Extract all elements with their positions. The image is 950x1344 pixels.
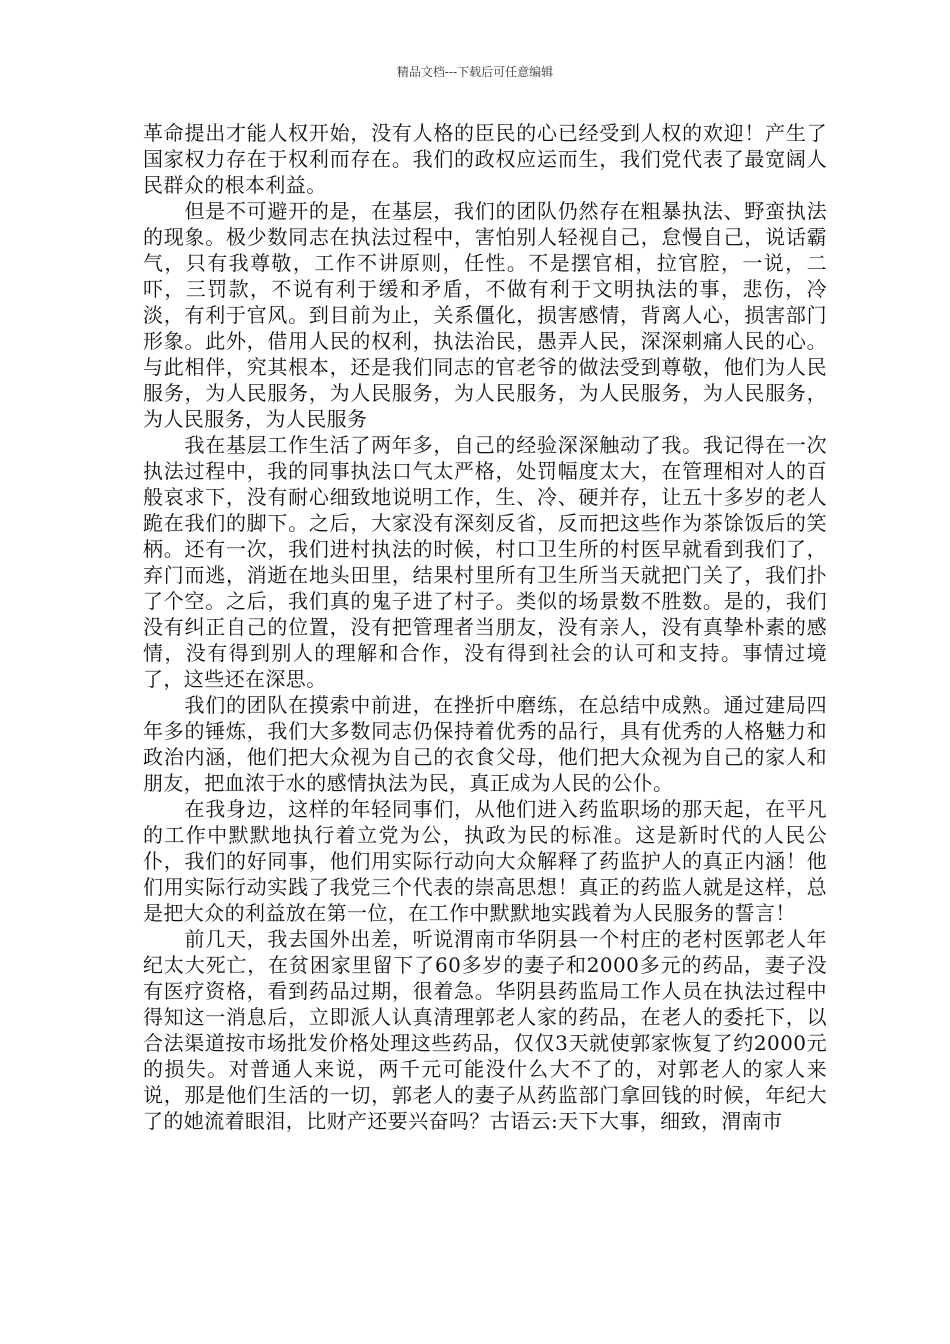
- paragraph: 但是不可避开的是，在基层，我们的团队仍然存在粗暴执法、野蛮执法的现象。极少数同志在执法过程中，害怕别人轻视自己，怠慢自己，说话霸气，只有我尊敬，工作不讲原则，任性。不是摆官相，拉官腔，一说，二吓，三罚款，不说有利于缓和矛盾，不做有利于文明执法的事，悲伤，冷淡，有利于官风。到目前为止，关系僵化，损害感情，背离人心，损害部门形象。此外，借用人民的权利，执法治民，愚弄人民，深深刺痛人民的心。与此相伴，究其根本，还是我们同志的官老爷的做法受到尊敬，他们为人民服务，为人民服务，为人民服务，为人民服务，为人民服务，为人民服务，为人民服务，为人民服务: [143, 199, 827, 431]
- paragraph: 前几天，我去国外出差，听说渭南市华阴县一个村庄的老村医郭老人年纪太大死亡，在贫困家里留下了60多岁的妻子和2000多元的药品，妻子没有医疗资格，看到药品过期，很着急。华阴县药监局工作人员在执法过程中得知这一消息后，立即派人认真清理郭老人家的药品，在老人的委托下，以合法渠道按市场批发价格处理这些药品，仅仅3天就使郭家恢复了约2000元的损失。对普通人来说，两千元可能没什么大不了的，对郭老人的家人来说，那是他们生活的一切，郭老人的妻子从药监部门拿回钱的时候，年纪大了的她流着眼泪，比财产还要兴奋吗？古语云:天下大事，细致，渭南市: [143, 927, 827, 1133]
- paragraph: 我在基层工作生活了两年多，自己的经验深深触动了我。我记得在一次执法过程中，我的同事执法口气太严格，处罚幅度太大，在管理相对人的百般哀求下，没有耐心细致地说明工作，生、冷、硬并存，让五十多岁的老人跪在我们的脚下。之后，大家没有深刻反省，反而把这些作为茶馀饭后的笑柄。还有一次，我们进村执法的时候，村口卫生所的村医早就看到我们了，弃门而逃，消逝在地头田里，结果村里所有卫生所当天就把门关了，我们扑了个空。之后，我们真的鬼子进了村子。类似的场景数不胜数。是的，我们没有纠正自己的位置，没有把管理者当朋友，没有亲人，没有真挚朴素的感情，没有得到别人的理解和合作，没有得到社会的认可和支持。事情过境了，这些还在深思。: [143, 433, 827, 691]
- paragraph: 革命提出才能人权开始，没有人格的臣民的心已经受到人权的欢迎！产生了国家权力存在于权利而存在。我们的政权应运而生，我们党代表了最宽阔人民群众的根本利益。: [143, 121, 827, 197]
- paragraph: 我们的团队在摸索中前进，在挫折中磨练，在总结中成熟。通过建局四年多的锤炼，我们大多数同志仍保持着优秀的品行，具有优秀的人格魅力和政治内涵，他们把大众视为自己的衣食父母，他们把大众视为自己的家人和朋友，把血浓于水的感情执法为民，真正成为人民的公仆。: [143, 693, 827, 795]
- paragraph: 在我身边，这样的年轻同事们，从他们进入药监职场的那天起，在平凡的工作中默默地执行着立党为公，执政为民的标准。这是新时代的人民公仆，我们的好同事，他们用实际行动向大众解释了药监护人的真正内涵！他们用实际行动实践了我党三个代表的崇高思想！真正的药监人就是这样，总是把大众的利益放在第一位，在工作中默默地实践着为人民服务的誓言！: [143, 797, 827, 925]
- page-header: 精品文档---下载后可任意编辑: [396, 65, 554, 79]
- document-body: [143, 120, 827, 1134]
